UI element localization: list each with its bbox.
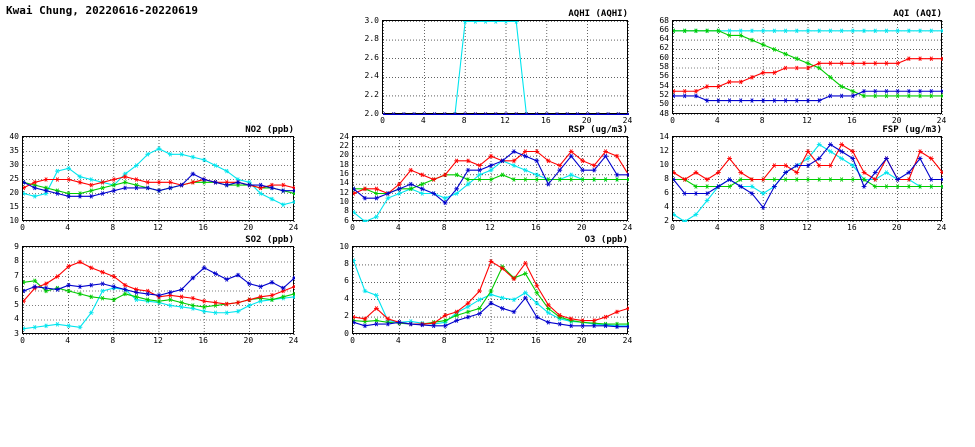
x-tick-label: 4	[65, 336, 71, 345]
y-tick-label: 10	[9, 215, 19, 225]
y-tick-label: 7	[14, 270, 19, 280]
y-tick-label: 14	[659, 131, 669, 141]
x-tick-label: 16	[847, 116, 857, 125]
y-tick-label: 0	[344, 328, 349, 338]
chart-title: NO2 (ppb)	[245, 125, 294, 135]
x-tick-label: 24	[288, 336, 299, 345]
plot-area	[672, 136, 942, 221]
x-tick-label: 8	[759, 116, 765, 125]
y-tick-label: 8	[664, 173, 669, 183]
x-tick-label: 24	[936, 223, 947, 232]
x-tick-label: 12	[153, 336, 163, 345]
plot-area	[22, 246, 294, 334]
x-tick-label: 20	[581, 116, 592, 125]
x-tick-label: 0	[350, 223, 355, 232]
y-tick-label: 20	[9, 187, 19, 197]
y-tick-label: 68	[659, 15, 669, 25]
y-tick-label: 48	[659, 108, 669, 118]
y-tick-label: 12	[659, 145, 669, 155]
y-tick-label: 20	[339, 150, 349, 160]
x-tick-label: 20	[891, 223, 902, 232]
x-tick-label: 4	[65, 223, 71, 232]
x-tick-label: 0	[380, 116, 385, 125]
x-tick-label: 16	[198, 223, 208, 232]
chart-title: AQHI (AQHI)	[568, 9, 628, 19]
x-tick-label: 4	[395, 223, 401, 232]
x-tick-label: 0	[670, 223, 675, 232]
y-tick-label: 58	[659, 62, 669, 71]
x-tick-label: 12	[485, 336, 495, 345]
page-title: Kwai Chung, 20220616-20220619	[6, 4, 199, 17]
plot-area	[382, 20, 628, 114]
x-tick-label: 16	[531, 223, 541, 232]
y-tick-label: 24	[339, 131, 349, 141]
y-tick-label: 60	[659, 52, 669, 62]
x-tick-label: 12	[485, 223, 495, 232]
y-tick-label: 22	[339, 140, 349, 150]
y-tick-label: 66	[659, 24, 669, 34]
x-tick-label: 24	[288, 223, 299, 232]
y-tick-label: 2.2	[364, 89, 379, 99]
x-tick-label: 12	[802, 223, 812, 232]
x-tick-label: 24	[936, 116, 947, 125]
y-tick-label: 8	[14, 256, 19, 265]
y-tick-label: 4	[344, 293, 349, 303]
x-tick-label: 16	[541, 116, 551, 125]
y-tick-label: 5	[14, 299, 19, 309]
x-tick-label: 4	[395, 336, 401, 345]
plot-area	[672, 20, 942, 114]
x-tick-label: 4	[420, 116, 426, 125]
x-tick-label: 12	[802, 116, 812, 125]
y-tick-label: 64	[659, 34, 669, 44]
y-tick-label: 2	[344, 311, 349, 321]
x-tick-label: 8	[110, 223, 116, 232]
y-tick-label: 50	[659, 99, 669, 109]
y-tick-label: 16	[339, 168, 349, 178]
y-tick-label: 6	[14, 285, 19, 294]
y-tick-label: 18	[339, 159, 349, 169]
chart-title: FSP (ug/m3)	[882, 125, 942, 135]
y-tick-label: 15	[9, 201, 19, 211]
chart-title: AQI (AQI)	[893, 9, 942, 19]
y-tick-label: 62	[659, 43, 669, 53]
y-tick-label: 10	[659, 159, 669, 169]
chart-title: SO2 (ppb)	[245, 235, 294, 245]
x-tick-label: 24	[622, 223, 633, 232]
y-tick-label: 8	[344, 258, 349, 268]
x-tick-label: 24	[622, 336, 633, 345]
x-tick-label: 8	[759, 223, 765, 232]
y-tick-label: 56	[659, 71, 669, 81]
x-tick-label: 20	[576, 223, 587, 232]
y-tick-label: 25	[9, 173, 19, 183]
y-tick-label: 4	[14, 314, 19, 323]
x-tick-label: 4	[714, 223, 720, 232]
y-tick-label: 10	[339, 241, 349, 251]
x-tick-label: 20	[243, 336, 254, 345]
x-tick-label: 20	[891, 116, 902, 125]
x-tick-label: 16	[198, 336, 208, 345]
y-tick-label: 2.0	[364, 108, 379, 118]
y-tick-label: 6	[664, 187, 669, 197]
y-tick-label: 6	[344, 215, 349, 225]
chart-title: RSP (ug/m3)	[568, 125, 628, 135]
x-tick-label: 0	[20, 223, 25, 232]
x-tick-label: 0	[20, 336, 25, 345]
x-tick-label: 20	[243, 223, 254, 232]
y-tick-label: 12	[339, 187, 349, 197]
x-tick-label: 0	[670, 116, 675, 125]
x-tick-label: 8	[461, 116, 467, 125]
plot-area	[352, 136, 628, 221]
y-tick-label: 4	[664, 201, 669, 211]
y-tick-label: 2	[664, 215, 669, 225]
chart-title: O3 (ppb)	[584, 235, 628, 245]
x-tick-label: 4	[714, 116, 720, 125]
y-tick-label: 8	[344, 206, 349, 216]
x-tick-label: 8	[110, 336, 116, 345]
y-tick-label: 35	[9, 145, 19, 155]
y-tick-label: 6	[344, 276, 349, 286]
y-tick-label: 3.0	[364, 15, 379, 25]
y-tick-label: 30	[9, 159, 19, 169]
y-tick-label: 2.4	[364, 71, 379, 81]
x-tick-label: 0	[350, 336, 355, 345]
x-tick-label: 8	[441, 336, 447, 345]
x-tick-label: 24	[622, 116, 633, 125]
x-tick-label: 8	[441, 223, 447, 232]
y-tick-label: 14	[339, 178, 349, 188]
x-tick-label: 16	[531, 336, 541, 345]
plot-area	[22, 136, 294, 221]
y-tick-label: 2.8	[364, 34, 379, 44]
y-tick-label: 52	[659, 89, 669, 99]
y-tick-label: 9	[14, 241, 19, 251]
y-tick-label: 54	[659, 80, 669, 90]
y-tick-label: 10	[339, 196, 349, 206]
x-tick-label: 16	[847, 223, 857, 232]
x-tick-label: 20	[576, 336, 587, 345]
x-tick-label: 12	[500, 116, 510, 125]
plot-area	[352, 246, 628, 334]
y-tick-label: 40	[9, 131, 19, 141]
x-tick-label: 12	[153, 223, 163, 232]
y-tick-label: 3	[14, 328, 19, 338]
y-tick-label: 2.6	[364, 52, 379, 62]
